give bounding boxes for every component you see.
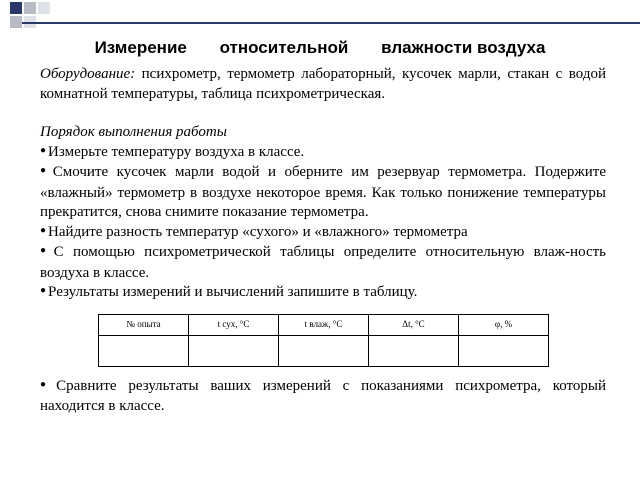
table-cell[interactable] bbox=[459, 335, 549, 366]
table-header: Δt, °C bbox=[369, 314, 459, 335]
title-part: относительной bbox=[219, 38, 349, 57]
document-body bbox=[40, 65, 606, 417]
equipment-text: психрометр, термометр лабораторный, кусочек марли, стакан с водой комнатной температуры, таблица психрометрическая. bbox=[40, 66, 606, 102]
table-header: φ, % bbox=[459, 314, 549, 335]
bullet-icon: ● bbox=[40, 378, 55, 390]
bullet-icon: ● bbox=[40, 144, 47, 156]
table-cell[interactable] bbox=[99, 335, 189, 366]
procedure-step: ● Результаты измерений и вычислений запишите в таблицу. bbox=[40, 284, 418, 300]
procedure-step-final: ● Сравните результаты ваших измерений с показаниями психрометра, который находится в классе. bbox=[40, 377, 606, 414]
procedure-step: ● С помощью психрометрической таблицы определите относительную влаж-ность воздуха в классе. bbox=[40, 244, 606, 281]
table-cell[interactable] bbox=[279, 335, 369, 366]
bullet-icon: ● bbox=[40, 165, 51, 176]
results-table bbox=[98, 314, 549, 367]
title-rule bbox=[22, 22, 640, 24]
title-decoration bbox=[0, 0, 70, 40]
table-header: t сух, °C bbox=[189, 314, 279, 335]
procedure-step: ● Смочите кусочек марли водой и оберните им резервуар термометра. Подержите «влажный» термометр в воздухе некоторое время. Как только понижение температуры прекратится, снова снимите показание термометра. bbox=[40, 164, 606, 220]
title-part: влажности воздуха bbox=[381, 38, 546, 57]
table-cell[interactable] bbox=[189, 335, 279, 366]
bullet-icon: ● bbox=[40, 224, 47, 236]
equipment-label: Оборудование: bbox=[40, 66, 136, 82]
table-header: № опыта bbox=[99, 314, 189, 335]
title-part: Измерение bbox=[94, 38, 187, 57]
table-cell[interactable] bbox=[369, 335, 459, 366]
table-header: t влаж, °C bbox=[279, 314, 369, 335]
procedure-heading: Порядок выполнения работы bbox=[40, 124, 227, 140]
bullet-icon: ● bbox=[40, 245, 52, 256]
procedure-step: ● Найдите разность температур «сухого» и «влажного» термометра bbox=[40, 223, 468, 240]
bullet-icon: ● bbox=[40, 285, 47, 296]
equipment-paragraph bbox=[40, 65, 606, 104]
page-title bbox=[40, 38, 600, 58]
procedure-step: ● Измерьте температуру воздуха в классе. bbox=[40, 143, 305, 160]
